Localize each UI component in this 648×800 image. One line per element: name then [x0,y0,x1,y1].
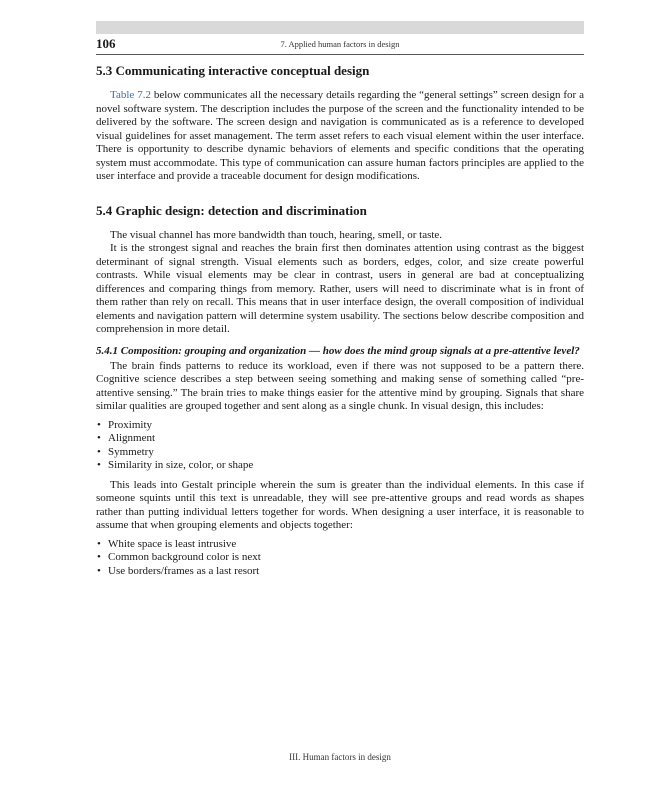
bullet-icon: • [97,418,101,431]
section-5-3-paragraph [96,89,584,184]
list-item: • Similarity in size, color, or shape [97,459,254,471]
grouping-priority-list [96,538,584,579]
section-5-4-paragraph-1: The visual channel has more bandwidth than touch, hearing, smell, or taste. [110,228,443,241]
table-7-2-link[interactable]: Table 7.2 [110,89,151,101]
page-content [96,62,584,584]
section-5-3-paragraph-text: below communicates all the necessary details regarding the “general settings” screen design for a novel software system. The description includes the purpose of the screen and the functionality intended to be delivered by the software. The screen design and navigation is communicated as is a reference to developed visual guidelines for asset management. The term asset refers to each visual element within the user interface. There is opportunity to describe dynamic behaviors of elements and specific conditions that the operating system must accommodate. This type of communication can assure human factors principles are applied to the user interface and provide a traceable document for design modifications. [96,89,584,182]
header-rule [96,54,584,55]
list-item: • Use borders/frames as a last resort [97,564,260,577]
bullet-icon: • [97,445,101,458]
list-item: • White space is least intrusive [97,537,237,550]
list-item: • Symmetry [97,445,154,458]
section-5-4-paragraph-2: It is the strongest signal and reaches the brain first then dominates attention using contrast as the biggest determinant of signal strength. Visual elements such as borders, edges, color, and size create powerful contrasts. While visual elements may be clear in contrast, users in general are bad at conceptualizing differences and comparing things from memory. Rather, users will need to discriminate what is in front of them rather than rely on recall. This means that in user interface design, the overall composition of individual elements and navigation pattern will determine system usability. The sections below describe composition and comprehension in more detail. [96,242,584,335]
list-item: • Alignment [97,432,156,444]
section-5-4-1-title: 5.4.1 Composition: grouping and organization — how does the mind group signals at a pre-attentive level? [96,344,580,357]
section-5-4-1-paragraph-1: The brain finds patterns to reduce its workload, even if there was not supposed to be a pattern there. Cognitive science describes a step between seeing something and making sense of something called “pre-attentive sensing.” The brain tries to make things easier for the attentive mind by grouping. Signals that share similar qualities are grouped together and sent along as a single chunk. In visual design, this includes: [96,359,584,412]
list-item: • Proximity [97,418,153,431]
section-5-4-title: 5.4 Graphic design: detection and discrimination [96,202,367,218]
running-head: 7. Applied human factors in design [280,39,400,49]
bullet-icon: • [97,537,101,550]
grouping-list [96,419,584,473]
section-5-3-title: 5.3 Communicating interactive conceptual design [96,63,370,78]
page-header [96,36,584,52]
top-gray-bar [96,21,584,34]
section-5-4-1-paragraph-2: This leads into Gestalt principle wherein the sum is greater than the individual elements. In this case if someone squints until this text is unreadable, they will see pre-attentive groups and read words as shapes rather than putting individual letters together for words. When designing a user interface, it is reasonable to assume that when grouping elements and objects together: [96,478,584,531]
bullet-icon: • [97,432,101,444]
list-item: • Common background color is next [97,551,261,563]
page-number: 106 [96,36,116,51]
page-footer: III. Human factors in design [289,752,391,762]
bullet-icon: • [97,551,101,563]
bullet-icon: • [97,564,101,577]
bullet-icon: • [97,459,101,471]
